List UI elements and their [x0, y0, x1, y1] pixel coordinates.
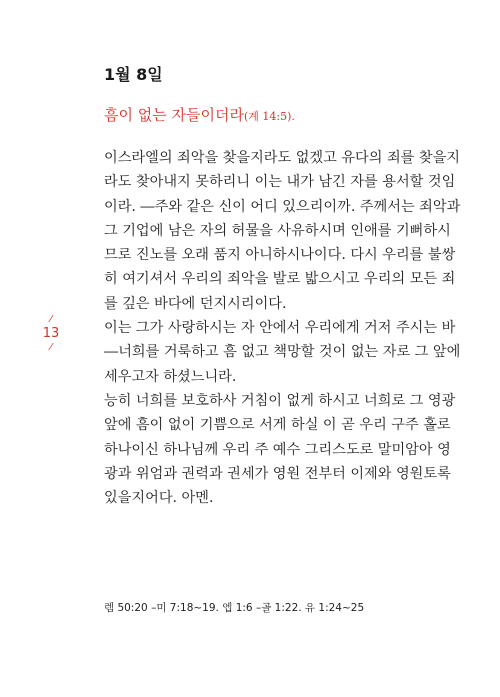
text-line: 를 깊은 바다에 던지시리이다.: [104, 295, 287, 312]
text-line: 세우고자 하셨느니라.: [104, 368, 237, 385]
text-line: 이라. ―주와 같은 신이 어디 있으리이까. 주께서는 죄악과: [104, 198, 461, 215]
body-text: [104, 146, 461, 510]
text-line: 하나이신 하나님께 우리 주 예수 그리스도로 말미암아 영: [104, 441, 451, 458]
paragraph-2: [104, 316, 461, 389]
text-line: 이는 그가 사랑하시는 자 안에서 우리에게 거저 주시는 바: [104, 320, 456, 337]
text-line: ―너희를 거룩하고 흠 없고 책망할 것이 없는 자로 그 앞에: [104, 344, 461, 361]
text-line: 므로 진노를 오래 품지 아니하시나이다. 다시 우리를 불쌍: [104, 247, 456, 264]
verse-reference: (계 14:5).: [243, 110, 295, 123]
page-number-marker: [38, 314, 64, 354]
text-line: 이스라엘의 죄악을 찾을지라도 없겠고 유다의 죄를 찾을지: [104, 150, 460, 166]
page-slash-top: ⁄: [50, 314, 52, 325]
verse-title: [104, 104, 295, 125]
paragraph-3: [104, 389, 456, 510]
page-date: 1월 8일: [104, 65, 163, 84]
paragraph-1: [104, 146, 461, 316]
text-line: 그 기업에 남은 자의 허물을 사유하시며 인애를 기뻐하시: [104, 222, 451, 239]
text-line: 히 여기셔서 우리의 죄악을 발로 밟으시고 우리의 모든 죄: [104, 271, 456, 288]
verse-text: 흠이 없는 자들이더라: [104, 106, 244, 124]
scripture-references: 렘 50:20 –미 7:18~19. 엡 1:6 –골 1:22. 유 1:24~25: [104, 602, 365, 614]
text-line: 능히 너희를 보호하사 거침이 없게 하시고 너희로 그 영광: [104, 392, 456, 409]
page-slash-bottom: ⁄: [50, 342, 52, 353]
text-line: 광과 위엄과 권력과 권세가 영원 전부터 이제와 영원토록: [104, 465, 451, 482]
text-line: 라도 찾아내지 못하리니 이는 내가 남긴 자를 용서할 것임: [104, 174, 456, 191]
page-number: 13: [42, 326, 60, 341]
text-line: 앞에 흠이 없이 기쁨으로 서게 하실 이 곧 우리 구주 홀로: [104, 417, 451, 434]
text-line: 있을지어다. 아멘.: [104, 490, 214, 507]
